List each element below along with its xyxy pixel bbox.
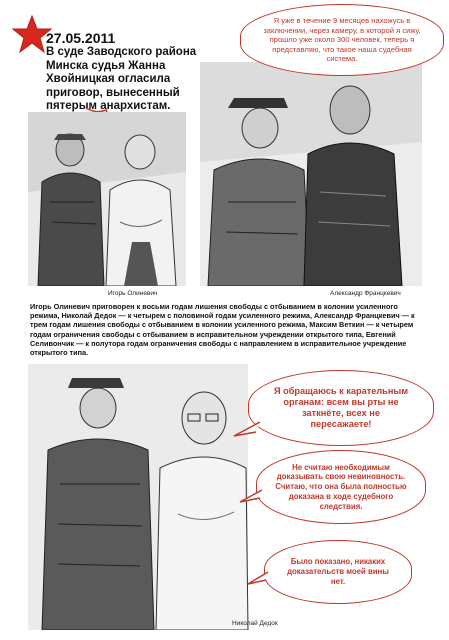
speech-bubble-3 [264,540,412,604]
speech-bubble-1-text: Я обращаюсь к карательным органам: всем вы рты не заткнёте, всех не пересажаете! [273,386,409,429]
panel-igor [28,112,186,286]
speech-bubble-3-tail [246,570,270,588]
verdict-text: Игорь Олиневич приговорен к восьми годам лишения свободы с отбыванием в колонии усиленного режима, Николай Дедок — к четырем с половиной годам усиленного режима, Александр Францкевич — к трем годам лишения свободы с отбыванием в колонии усиленного режима, Максим Веткин — к четырем годам ограничения свободы с отбыванием в исправительном учреждении открытого типа, Евгений Селивончик — к полутора годам ограничения свободы с направлением в исправительное учреждение открытого типа. [30,302,415,358]
speech-bubble-3-text: Было показано, никаких доказательств моей вины нет. [287,557,389,586]
speech-bubble-top [240,4,444,76]
speech-bubble-1 [248,370,434,446]
caption-nikolai: Николай Дедок [232,620,278,627]
caption-alexander: Александр Францкевич [330,290,401,297]
speech-bubble-top-text: Я уже в течение 9 месяцев нахожусь в заключении, через камеру, в которой я сижу, прошло уже около 300 человек, теперь я представляю, что такое наша судебная система. [263,16,421,64]
panel-alexander [200,62,422,286]
headline-date: 27.05.2011 [46,30,116,46]
speech-bubble-2-text: Не считаю необходимым доказывать свою невиновность. Считаю, что она была полностью доказана в ходе судебного следствия. [275,462,407,511]
headline-text: В суде Заводского района Минска судья Жанна Хвойницкая огласила приговор, вынесенный пятерым анархистам. [46,46,197,112]
speech-bubble-2-tail [238,488,264,506]
speech-bubble-1-tail [232,420,262,440]
speech-bubble-2 [256,450,426,524]
page-headline [46,30,216,114]
caption-igor: Игорь Олиневич [108,290,158,297]
panel-igor-drawing [28,112,186,286]
panel-alexander-drawing [200,62,422,286]
